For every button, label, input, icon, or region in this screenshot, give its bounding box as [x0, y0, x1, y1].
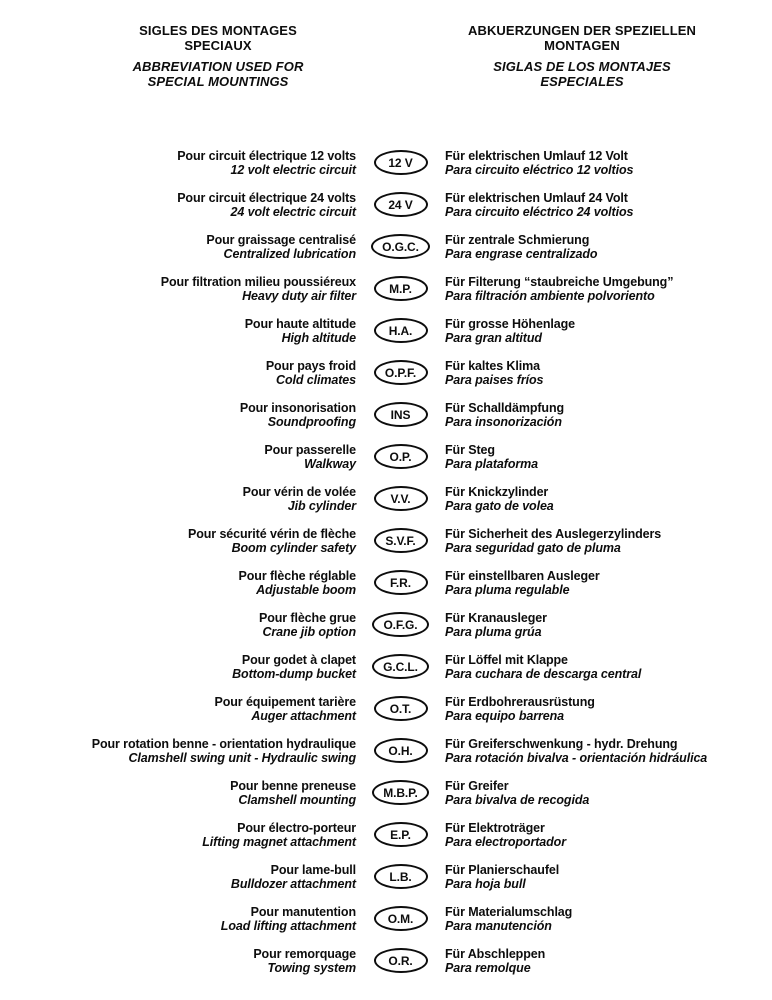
- label-french-english: [0, 275, 356, 303]
- label-english: Auger attachment: [251, 709, 356, 723]
- label-english: Bottom-dump bucket: [232, 667, 356, 681]
- label-french-english: [0, 695, 356, 723]
- label-english: Clamshell swing unit - Hydraulic swing: [128, 751, 356, 765]
- label-german: Für Löffel mit Klappe: [445, 653, 568, 667]
- label-french-english: [0, 401, 356, 429]
- label-spanish: Para gato de volea: [445, 499, 554, 513]
- abbreviation-oval-badge: H.A.: [374, 318, 428, 343]
- label-german-spanish: [445, 401, 772, 429]
- label-english: Bulldozer attachment: [230, 877, 356, 891]
- label-german-spanish: [445, 317, 772, 345]
- abbreviation-oval-badge: O.G.C.: [371, 234, 430, 259]
- label-french-english: [0, 863, 356, 891]
- label-german-spanish: [445, 947, 772, 975]
- label-german: Für Kranausleger: [445, 611, 547, 625]
- label-spanish: Para pluma regulable: [445, 583, 570, 597]
- abbreviation-badge-cell: [356, 569, 445, 595]
- label-german: Für einstellbaren Ausleger: [445, 569, 600, 583]
- label-english: 24 volt electric circuit: [230, 205, 356, 219]
- label-french-english: [0, 779, 356, 807]
- label-spanish: Para electroportador: [445, 835, 566, 849]
- abbreviation-badge-cell: [356, 443, 445, 469]
- label-french: Pour équipement tarière: [214, 695, 356, 709]
- label-german: Für Filterung “staubreiche Umgebung”: [445, 275, 674, 289]
- table-row: [0, 569, 772, 597]
- label-french: Pour benne preneuse: [230, 779, 356, 793]
- abbreviation-oval-badge: S.V.F.: [374, 528, 428, 553]
- label-german: Für Abschleppen: [445, 947, 546, 961]
- label-english: Lifting magnet attachment: [202, 835, 356, 849]
- label-french: Pour circuit électrique 12 volts: [177, 149, 356, 163]
- label-german: Für Erdbohrerausrüstung: [445, 695, 595, 709]
- label-french: Pour vérin de volée: [242, 485, 356, 499]
- abbreviation-oval-badge: O.M.: [374, 906, 428, 931]
- abbreviation-badge-cell: [356, 527, 445, 553]
- label-french-english: [0, 611, 356, 639]
- label-german: Für Elektroträger: [445, 821, 545, 835]
- label-spanish: Para equipo barrena: [445, 709, 564, 723]
- label-spanish: Para rotación bivalva - orientación hidráulica: [445, 751, 708, 765]
- label-french-english: [0, 443, 356, 471]
- label-french-english: [0, 821, 356, 849]
- table-row: [0, 149, 772, 177]
- label-english: 12 volt electric circuit: [230, 163, 356, 177]
- label-french: Pour godet à clapet: [241, 653, 356, 667]
- table-row: [0, 275, 772, 303]
- label-german: Für Materialumschlag: [445, 905, 573, 919]
- abbreviation-badge-cell: [356, 359, 445, 385]
- abbreviation-oval-badge: L.B.: [374, 864, 428, 889]
- header-title-fr-line1: SIGLES DES MONTAGES: [139, 23, 297, 38]
- abbreviation-oval-badge: INS: [374, 402, 428, 427]
- label-english: Jib cylinder: [287, 499, 356, 513]
- label-french: Pour insonorisation: [239, 401, 356, 415]
- abbreviation-oval-badge: F.R.: [374, 570, 428, 595]
- label-german: Für Greiferschwenkung - hydr. Drehung: [445, 737, 678, 751]
- label-german-spanish: [445, 443, 772, 471]
- label-german-spanish: [445, 779, 772, 807]
- label-french: Pour manutention: [250, 905, 356, 919]
- abbreviation-oval-badge: 24 V: [374, 192, 428, 217]
- label-english: Clamshell mounting: [238, 793, 356, 807]
- header-title-de-line2: MONTAGEN: [544, 38, 620, 53]
- label-spanish: Para paises fríos: [445, 373, 544, 387]
- abbreviation-oval-badge: G.C.L.: [372, 654, 429, 679]
- label-german: Für grosse Höhenlage: [445, 317, 575, 331]
- table-row: [0, 653, 772, 681]
- label-english: Crane jib option: [262, 625, 356, 639]
- label-german: Für Knickzylinder: [445, 485, 549, 499]
- label-english: Towing system: [267, 961, 356, 975]
- label-french: Pour passerelle: [264, 443, 356, 457]
- label-german: Für elektrischen Umlauf 24 Volt: [445, 191, 628, 205]
- table-row: [0, 317, 772, 345]
- label-german: Für kaltes Klima: [445, 359, 540, 373]
- label-french-english: [0, 527, 356, 555]
- table-row: [0, 401, 772, 429]
- table-row: [0, 695, 772, 723]
- label-german: Für Steg: [445, 443, 495, 457]
- abbreviation-badge-cell: [356, 863, 445, 889]
- header-subtitle-en-line1: ABBREVIATION USED FOR: [132, 59, 304, 74]
- abbreviation-badge-cell: [356, 191, 445, 217]
- abbreviation-oval-badge: M.P.: [374, 276, 428, 301]
- label-english: Soundproofing: [267, 415, 356, 429]
- label-spanish: Para engrase centralizado: [445, 247, 598, 261]
- label-french: Pour circuit électrique 24 volts: [177, 191, 356, 205]
- abbreviation-badge-cell: [356, 737, 445, 763]
- table-row: [0, 821, 772, 849]
- table-row: [0, 359, 772, 387]
- label-german-spanish: [445, 821, 772, 849]
- table-row: [0, 947, 772, 975]
- label-german-spanish: [445, 275, 772, 303]
- label-german-spanish: [445, 569, 772, 597]
- header-german-spanish: [436, 23, 728, 89]
- label-spanish: Para pluma grúa: [445, 625, 542, 639]
- label-french-english: [0, 653, 356, 681]
- label-french: Pour haute altitude: [244, 317, 356, 331]
- label-french-english: [0, 947, 356, 975]
- label-german: Für Greifer: [445, 779, 509, 793]
- abbreviation-oval-badge: O.H.: [374, 738, 428, 763]
- label-french-english: [0, 191, 356, 219]
- label-german-spanish: [445, 611, 772, 639]
- label-german-spanish: [445, 359, 772, 387]
- label-french-english: [0, 149, 356, 177]
- table-row: [0, 233, 772, 261]
- label-english: Centralized lubrication: [223, 247, 356, 261]
- label-english: Walkway: [304, 457, 356, 471]
- table-row: [0, 443, 772, 471]
- label-french: Pour lame-bull: [270, 863, 356, 877]
- header-title-fr-line2: SPECIAUX: [184, 38, 252, 53]
- abbreviation-oval-badge: O.P.F.: [374, 360, 428, 385]
- abbreviation-oval-badge: O.T.: [374, 696, 428, 721]
- label-german-spanish: [445, 233, 772, 261]
- label-french: Pour rotation benne - orientation hydraulique: [91, 737, 356, 751]
- abbreviation-oval-badge: E.P.: [374, 822, 428, 847]
- label-french: Pour flèche grue: [258, 611, 356, 625]
- label-spanish: Para circuito eléctrico 12 voltios: [445, 163, 634, 177]
- label-french-english: [0, 359, 356, 387]
- abbreviation-badge-cell: [356, 695, 445, 721]
- label-spanish: Para remolque: [445, 961, 531, 975]
- label-german-spanish: [445, 527, 772, 555]
- label-french: Pour filtration milieu poussiéreux: [160, 275, 356, 289]
- abbreviation-badge-cell: [356, 947, 445, 973]
- abbreviation-badge-cell: [356, 653, 445, 679]
- label-spanish: Para seguridad gato de pluma: [445, 541, 621, 555]
- abbreviation-badge-cell: [356, 275, 445, 301]
- label-german: Für Schalldämpfung: [445, 401, 565, 415]
- table-row: [0, 779, 772, 807]
- abbreviation-badge-cell: [356, 401, 445, 427]
- abbreviation-oval-badge: M.B.P.: [372, 780, 429, 805]
- label-english: Load lifting attachment: [220, 919, 356, 933]
- label-english: High altitude: [281, 331, 356, 345]
- label-spanish: Para cuchara de descarga central: [445, 667, 642, 681]
- abbreviation-oval-badge: 12 V: [374, 150, 428, 175]
- page-headers: [0, 23, 772, 89]
- abbreviation-badge-cell: [356, 149, 445, 175]
- label-german: Für zentrale Schmierung: [445, 233, 590, 247]
- table-row: [0, 737, 772, 765]
- label-german-spanish: [445, 149, 772, 177]
- label-french-english: [0, 317, 356, 345]
- label-french: Pour électro-porteur: [237, 821, 356, 835]
- label-spanish: Para gran altitud: [445, 331, 542, 345]
- label-spanish: Para circuito eléctrico 24 voltios: [445, 205, 634, 219]
- table-row: [0, 905, 772, 933]
- label-english: Adjustable boom: [256, 583, 356, 597]
- label-french-english: [0, 737, 356, 765]
- abbreviation-badge-cell: [356, 611, 445, 637]
- label-french: Pour flèche réglable: [238, 569, 356, 583]
- header-title-de-line1: ABKUERZUNGEN DER SPEZIELLEN: [467, 23, 697, 38]
- abbreviation-badge-cell: [356, 317, 445, 343]
- abbreviation-badge-cell: [356, 905, 445, 931]
- label-spanish: Para filtración ambiente polvoriento: [445, 289, 655, 303]
- label-german-spanish: [445, 905, 772, 933]
- label-french: Pour sécurité vérin de flèche: [188, 527, 356, 541]
- label-german-spanish: [445, 485, 772, 513]
- table-row: [0, 191, 772, 219]
- label-spanish: Para bivalva de recogida: [445, 793, 590, 807]
- abbreviation-badge-cell: [356, 233, 445, 259]
- label-french: Pour graissage centralisé: [206, 233, 356, 247]
- table-row: [0, 863, 772, 891]
- label-german-spanish: [445, 191, 772, 219]
- label-french-english: [0, 569, 356, 597]
- label-spanish: Para insonorización: [445, 415, 562, 429]
- abbreviation-oval-badge: O.R.: [374, 948, 428, 973]
- table-row: [0, 527, 772, 555]
- label-german-spanish: [445, 653, 772, 681]
- label-french: Pour pays froid: [265, 359, 356, 373]
- label-french-english: [0, 905, 356, 933]
- label-german-spanish: [445, 695, 772, 723]
- table-row: [0, 611, 772, 639]
- label-english: Boom cylinder safety: [231, 541, 356, 555]
- abbreviation-badge-cell: [356, 821, 445, 847]
- abbreviation-oval-badge: O.P.: [374, 444, 428, 469]
- abbreviation-badge-cell: [356, 485, 445, 511]
- abbreviation-table: [0, 149, 772, 975]
- label-french-english: [0, 233, 356, 261]
- label-english: Heavy duty air filter: [242, 289, 356, 303]
- header-french-english: [0, 23, 436, 89]
- abbreviation-oval-badge: O.F.G.: [372, 612, 428, 637]
- label-german: Für elektrischen Umlauf 12 Volt: [445, 149, 628, 163]
- label-spanish: Para manutención: [445, 919, 552, 933]
- label-german: Für Sicherheit des Auslegerzylinders: [445, 527, 662, 541]
- label-french-english: [0, 485, 356, 513]
- label-english: Cold climates: [276, 373, 356, 387]
- abbreviation-oval-badge: V.V.: [374, 486, 428, 511]
- label-german-spanish: [445, 737, 772, 765]
- label-german: Für Planierschaufel: [445, 863, 560, 877]
- header-subtitle-es-line1: SIGLAS DE LOS MONTAJES: [493, 59, 671, 74]
- label-french: Pour remorquage: [253, 947, 356, 961]
- abbreviation-badge-cell: [356, 779, 445, 805]
- label-spanish: Para plataforma: [445, 457, 538, 471]
- label-german-spanish: [445, 863, 772, 891]
- label-spanish: Para hoja bull: [445, 877, 526, 891]
- table-row: [0, 485, 772, 513]
- header-subtitle-en-line2: SPECIAL MOUNTINGS: [147, 74, 289, 89]
- header-subtitle-es-line2: ESPECIALES: [540, 74, 624, 89]
